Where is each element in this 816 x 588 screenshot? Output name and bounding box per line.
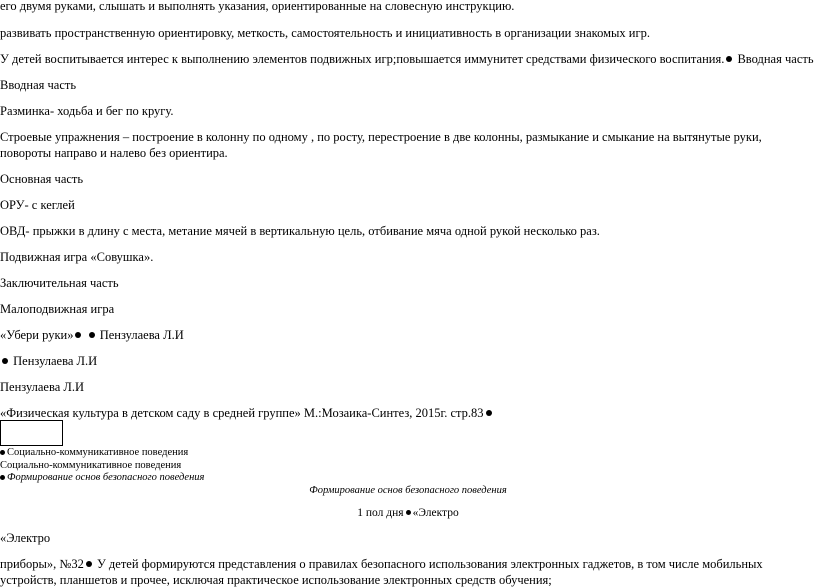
text-game: Подвижная игра «Совушка». (0, 250, 154, 264)
text-appliances: приборы», №32 У детей формируются представления о правилах безопасного использования электронных гаджетов, в том числе мобильных устройств, планшетов и прочее, исключая практическое использование электронных средств обучения; (0, 557, 763, 587)
text-reference: «Физическая культура в детском саду в средней группе» М.:Мозаика-Синтез, 2015г. стр.83 (0, 405, 494, 421)
bullet-icon (0, 450, 5, 455)
text-author-1: Пензулаева Л.И (0, 353, 97, 369)
text-author-2: Пензулаева Л.И (0, 380, 85, 394)
section-heading-main: Основная часть (0, 172, 84, 186)
text-safety-1: Формирование основ безопасного поведения (0, 471, 204, 484)
text-line-1: его двумя руками, слышать и выполнять указания, ориентированные на словесную инструкцию. (0, 0, 515, 13)
text-warmup: Разминка- ходьба и бег по кругу. (0, 104, 174, 118)
text-calm-game: Малоподвижная игра (0, 302, 115, 316)
text-social-2: Социально-коммуникативное поведения (0, 460, 182, 471)
bullet-icon (89, 332, 95, 338)
bullet-icon (0, 475, 5, 480)
text-half-day: 1 пол дня «Электро (357, 507, 459, 519)
bullet-icon (2, 358, 8, 364)
text-safety-centered: Формирование основ безопасного поведения (309, 485, 507, 496)
text-game-name: «Убери руки» Пензулаева Л.И (0, 328, 184, 342)
empty-box (0, 420, 63, 446)
text-line-3: У детей воспитывается интерес к выполнению элементов подвижных игр;повышается иммунитет средствами физического воспитания. Вводная часть (0, 52, 814, 66)
section-heading-final: Заключительная часть (0, 276, 119, 290)
bullet-icon (86, 561, 92, 567)
text-drill-exercises: Строевые упражнения – построение в колонну по одному , по росту, перестроение в две колонны, размыкание и смыкание на вытянутые руки, повороты направо и налево без ориентира. (0, 130, 762, 160)
text-line-2: развивать пространственную ориентировку, меткость, самостоятельность и инициативность в организации знакомых игр. (0, 26, 650, 40)
section-heading-intro: Вводная часть (0, 78, 77, 92)
bullet-icon (75, 332, 81, 338)
text-electro: «Электро (0, 531, 51, 545)
bullet-icon (406, 510, 411, 515)
text-ovd: ОВД- прыжки в длину с места, метание мячей в вертикальную цель, отбивание мяча одной рукой несколько раз. (0, 224, 600, 238)
text-social-1: Социально-коммуникативное поведения (0, 446, 188, 459)
bullet-icon (486, 410, 492, 416)
text-oru: ОРУ- с кеглей (0, 198, 75, 212)
bullet-icon (726, 56, 732, 62)
